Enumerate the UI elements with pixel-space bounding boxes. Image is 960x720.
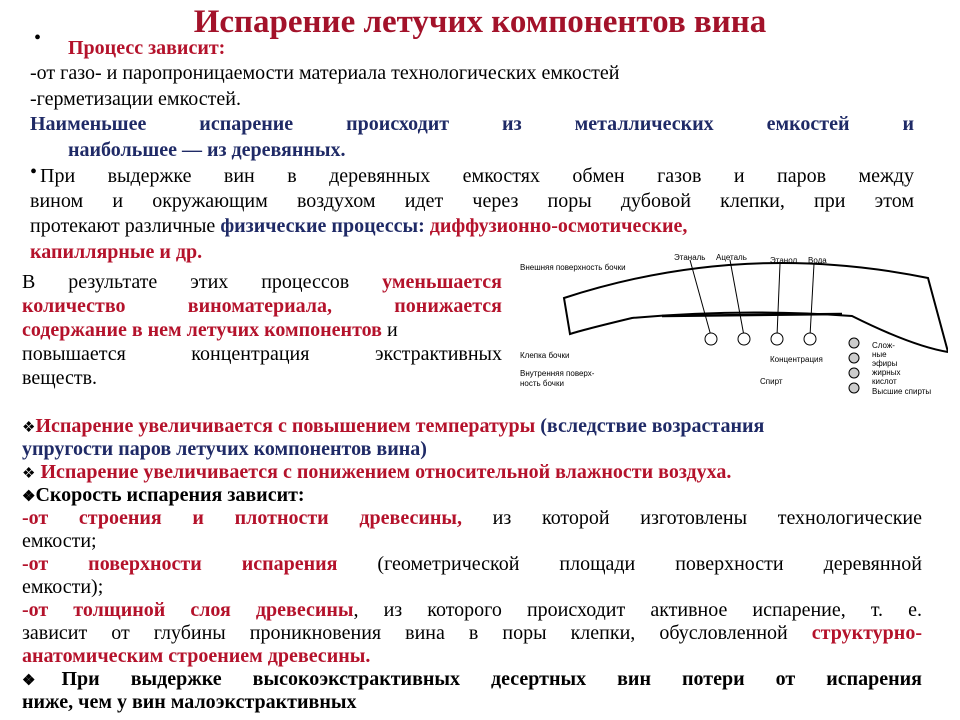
ester-molecule-icon [849,383,859,393]
text-line: капиллярные и др. [30,241,203,263]
process-depends-heading: Процесс зависит: [68,37,226,59]
text-segment: уменьшается [382,271,502,293]
text-segment: диффузионно-осмотические, [424,215,688,237]
text-segment: Испарение увеличивается с понижением относительной влажности воздуха. [35,461,732,483]
text-line: -герметизации емкостей. [30,88,241,110]
diamond-bullet-icon: ❖ [22,673,62,689]
water-arrow [810,264,814,336]
complex-label: Слож- [872,341,895,350]
acetal-label: Ацеталь [716,253,747,262]
ethanal-label: Этаналь [674,253,706,262]
text-line: упругости паров летучих компонентов вина) [22,438,427,460]
higher-alcohols-label: Высшие спирты [872,387,932,396]
text-line: количество виноматериала, понижается [22,295,502,317]
text-segment: , из которого происходит активное испарение, т. е. [353,599,922,621]
text-segment: -от толщиной слоя древесины [22,599,354,621]
text-line: емкости; [22,530,97,552]
text-segment: -от строения и плотности древесины, [22,507,462,529]
text-line: -от газо- и паропроницаемости материала технологических емкостей [30,62,620,84]
bullet-dot: • [34,27,42,49]
ethanol-molecule-icon [771,333,783,345]
text-line [22,270,502,294]
fatty-label: жирных [872,368,901,377]
text-line: При выдержке вин в деревянных емкостях обмен газов и паров между [40,165,914,187]
text-segment: протекают различные [30,215,221,237]
acetal-arrow [730,260,744,336]
text-segment: Испарение увеличивается с повышением температуры [35,415,536,437]
water-molecule-icon [804,333,816,345]
concentration-label: Концентрация [770,355,823,364]
text-line [22,621,922,645]
text-line: повышается концентрация экстрактивных [22,343,502,365]
text-segment: из которой изготовлены технологические [461,507,922,529]
esters-label: эфиры [872,359,898,368]
text-segment: (вследствие возрастания [535,415,765,437]
page-title: Испарение летучих компонентов вина [193,4,767,40]
text-segment: Скорость испарения зависит: [35,484,305,506]
ester-molecule-icon [849,353,859,363]
alcohol-label: Спирт [760,377,783,386]
text-line [22,318,502,342]
outer-surface-label: Внешняя поверхность бочки [520,263,626,272]
text-line: веществ. [22,367,98,389]
complex-label: ные [872,350,887,359]
stave-label: Клепка бочки [520,351,570,360]
text-segment: физические процессы: [220,215,425,237]
ethanal-molecule-icon [705,333,717,345]
inner-surface-label: Внутренняя поверх- [520,369,595,378]
text-line: Наименьшее испарение происходит из металлических емкостей и [30,113,914,135]
ethanol-label: Этанол [770,256,798,265]
text-line [22,552,922,576]
text-line: анатомическим строением древесины. [22,645,371,667]
acids-label: кислот [872,377,897,386]
diamond-bullet-icon: ❖ [22,420,36,436]
diamond-bullet-icon: ❖ [22,466,36,482]
bullet-dot: • [30,161,38,183]
text-segment: структурно- [811,622,922,644]
ester-molecule-icon [849,338,859,348]
text-line [22,598,922,622]
text-segment: При выдержке высокоэкстрактивных десертных вин потери от испарения [61,668,922,690]
text-line [22,506,922,530]
text-line: наибольшее — из деревянных. [68,139,346,161]
ester-molecule-icon [849,368,859,378]
text-segment: (геометрической площади поверхности деревянной [337,553,922,575]
inner-surface-label: ность бочки [520,379,564,388]
ethanol-arrow [777,264,780,336]
text-segment: -от поверхности испарения [22,553,338,575]
text-segment: содержание в нем летучих компонентов [22,319,382,341]
diamond-bullet-icon: ❖ [22,489,36,505]
text-segment: В результате этих процессов [22,271,383,293]
text-line [30,214,687,238]
text-segment: и [381,319,398,341]
barrel-stave-diagram [512,250,948,398]
text-line: ниже, чем у вин малоэкстрактивных [22,691,357,713]
text-line: вином и окружающим воздухом идет через поры дубовой клепки, при этом [30,190,914,212]
barrel-stave-shape [564,263,948,352]
water-label: Вода [808,256,827,265]
text-line: емкости); [22,576,104,598]
ethanal-arrow [690,260,711,336]
acetal-molecule-icon [738,333,750,345]
text-segment: зависит от глубины проникновения вина в поры клепки, обусловленной [22,622,812,644]
